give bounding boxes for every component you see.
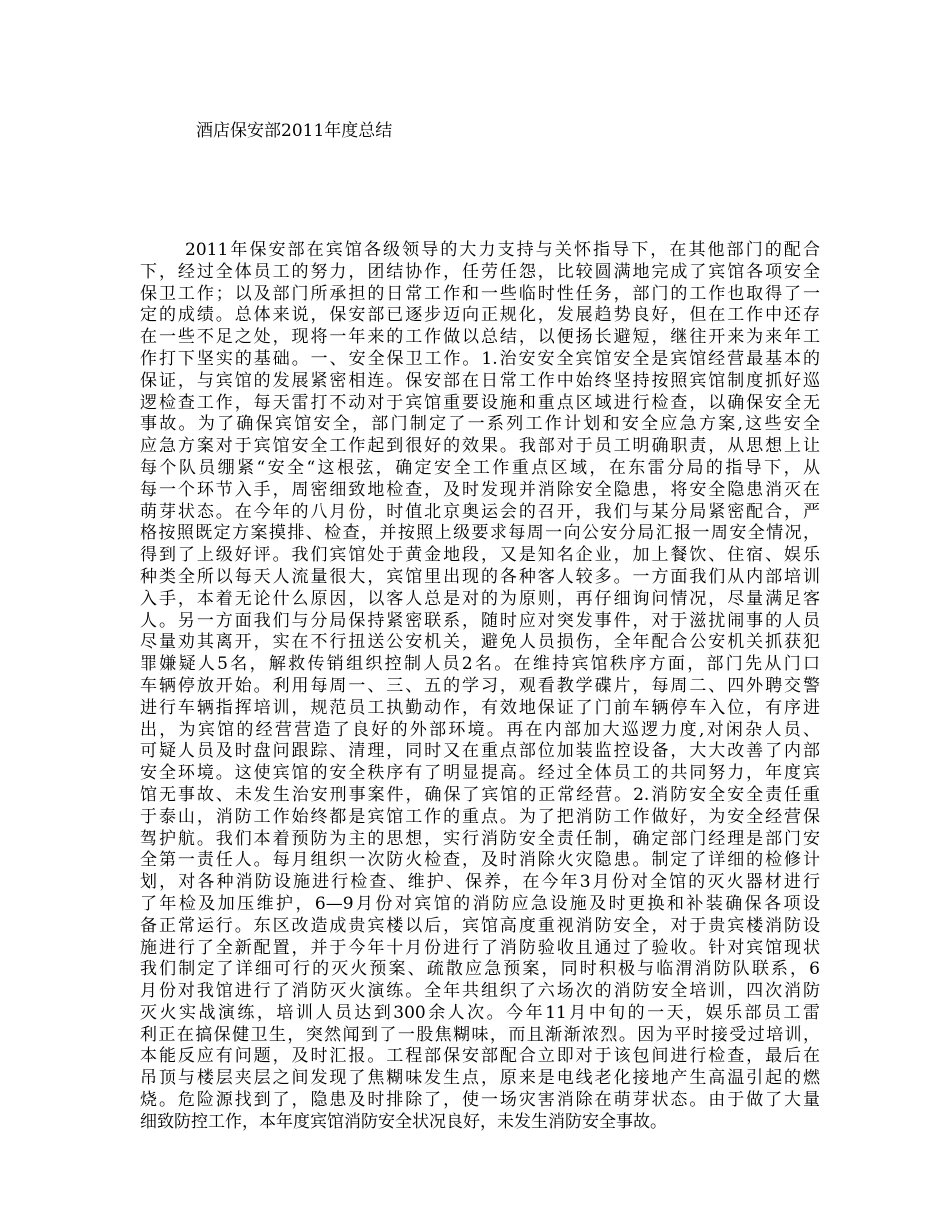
- body-line: 下，经过全体员工的努力，团结协作，任劳任怨，比较圆满地完成了宾馆各项安全: [140, 261, 820, 282]
- body-line: 应急方案对于宾馆安全工作起到很好的效果。我部对于员工明确职责，从思想上让: [140, 436, 820, 457]
- body-line: 划，对各种消防设施进行检查、维护、保养，在今年3月份对全馆的灭火器材进行: [140, 872, 820, 893]
- body-line: 车辆停放开始。利用每周一、三、五的学习，观看教学碟片，每周二、四外聘交警: [140, 675, 820, 696]
- document-body: [140, 240, 820, 1134]
- document-title: 酒店保安部2011年度总结: [196, 121, 393, 141]
- body-line: 了年检及加压维护，6—9月份对宾馆的消防应急设施及时更换和补装确保各项设: [140, 893, 820, 914]
- body-line: 可疑人员及时盘问跟踪、清理，同时又在重点部位加装监控设备，大大改善了内部: [140, 741, 820, 762]
- body-line: 安全环境。这使宾馆的安全秩序有了明显提高。经过全体员工的共同努力，年度宾: [140, 763, 820, 784]
- body-line: 定的成绩。总体来说，保安部已逐步迈向正规化，发展趋势良好，但在工作中还存: [140, 305, 820, 326]
- body-line: 月份对我馆进行了消防灭火演练。全年共组织了六场次的消防安全培训，四次消防: [140, 981, 820, 1002]
- body-line: 施进行了全新配置，并于今年十月份进行了消防验收且通过了验收。针对宾馆现状: [140, 937, 820, 958]
- body-line: 得到了上级好评。我们宾馆处于黄金地段，又是知名企业，加上餐饮、住宿、娱乐: [140, 545, 820, 566]
- body-line: 逻检查工作，每天雷打不动对于宾馆重要设施和重点区域进行检查，以确保安全无: [140, 392, 820, 413]
- body-line: 作打下坚实的基础。一、安全保卫工作。1.治安安全宾馆安全是宾馆经营最基本的: [140, 348, 820, 369]
- body-line: 入手，本着无论什么原因，以客人总是对的为原则，再仔细询问情况，尽量满足客: [140, 588, 820, 609]
- body-line: 驾护航。我们本着预防为主的思想，实行消防安全责任制，确定部门经理是部门安: [140, 828, 820, 849]
- body-line: 本能反应有问题，及时汇报。工程部保安部配合立即对于该包间进行检查，最后在: [140, 1046, 820, 1067]
- body-line: 烧。危险源找到了，隐患及时排除了，使一场灾害消除在萌芽状态。由于做了大量: [140, 1090, 820, 1111]
- body-line: 馆无事故、未发生治安刑事案件，确保了宾馆的正常经营。2.消防安全安全责任重: [140, 784, 820, 805]
- body-line: 利正在搞保健卫生，突然闻到了一股焦糊味，而且渐渐浓烈。因为平时接受过培训，: [140, 1024, 820, 1045]
- body-line: 2011年保安部在宾馆各级领导的大力支持与关怀指导下，在其他部门的配合: [185, 240, 820, 260]
- body-line: 事故。为了确保宾馆安全，部门制定了一系列工作计划和安全应急方案,这些安全: [140, 414, 820, 435]
- body-line: 萌芽状态。在今年的八月份，时值北京奥运会的召开，我们与某分局紧密配合，严: [140, 501, 820, 522]
- body-line: 种类全所以每天人流量很大，宾馆里出现的各种客人较多。一方面我们从内部培训: [140, 566, 820, 587]
- body-line: 格按照既定方案摸排、检查，并按照上级要求每周一向公安分局汇报一周安全情况，: [140, 523, 820, 544]
- body-line: 进行车辆指挥培训，规范员工执勤动作，有效地保证了门前车辆停车入位，有序进: [140, 697, 820, 718]
- body-line: 每个队员绷紧“安全“这根弦，确定安全工作重点区域，在东雷分局的指导下，从: [140, 457, 820, 478]
- body-line: 人。另一方面我们与分局保持紧密联系，随时应对突发事件，对于滋扰闹事的人员: [140, 610, 820, 631]
- body-line: 罪嫌疑人5名，解救传销组织控制人员2名。在维持宾馆秩序方面，部门先从门口: [140, 654, 820, 675]
- body-line: 于泰山，消防工作始终都是宾馆工作的重点。为了把消防工作做好，为安全经营保: [140, 806, 820, 827]
- body-line: 尽量劝其离开，实在不行扭送公安机关，避免人员损伤，全年配合公安机关抓获犯: [140, 632, 820, 653]
- body-line: 细致防控工作，本年度宾馆消防安全状况良好，未发生消防安全事故。: [140, 1111, 667, 1132]
- body-line: 吊顶与楼层夹层之间发现了焦糊味发生点，原来是电线老化接地产生高温引起的燃: [140, 1068, 820, 1089]
- body-line: 保卫工作；以及部门所承担的日常工作和一些临时性任务，部门的工作也取得了一: [140, 283, 820, 304]
- body-line: 备正常运行。东区改造成贵宾楼以后，宾馆高度重视消防安全，对于贵宾楼消防设: [140, 915, 820, 936]
- body-line: 我们制定了详细可行的灭火预案、疏散应急预案，同时积极与临渭消防队联系，6: [140, 959, 820, 980]
- body-line: 出，为宾馆的经营营造了良好的外部环境。再在内部加大巡逻力度,对闲杂人员、: [140, 719, 820, 740]
- body-line: 每一个环节入手，周密细致地检查，及时发现并消除安全隐患，将安全隐患消灭在: [140, 479, 820, 500]
- body-line: 保证，与宾馆的发展紧密相连。保安部在日常工作中始终坚持按照宾馆制度抓好巡: [140, 370, 820, 391]
- body-line: 灭火实战演练，培训人员达到300余人次。今年11月中旬的一天，娱乐部员工雷: [140, 1002, 820, 1023]
- body-line: 全第一责任人。每月组织一次防火检查，及时消除火灾隐患。制定了详细的检修计: [140, 850, 820, 871]
- body-line: 在一些不足之处，现将一年来的工作做以总结，以便扬长避短，继往开来为来年工: [140, 327, 820, 348]
